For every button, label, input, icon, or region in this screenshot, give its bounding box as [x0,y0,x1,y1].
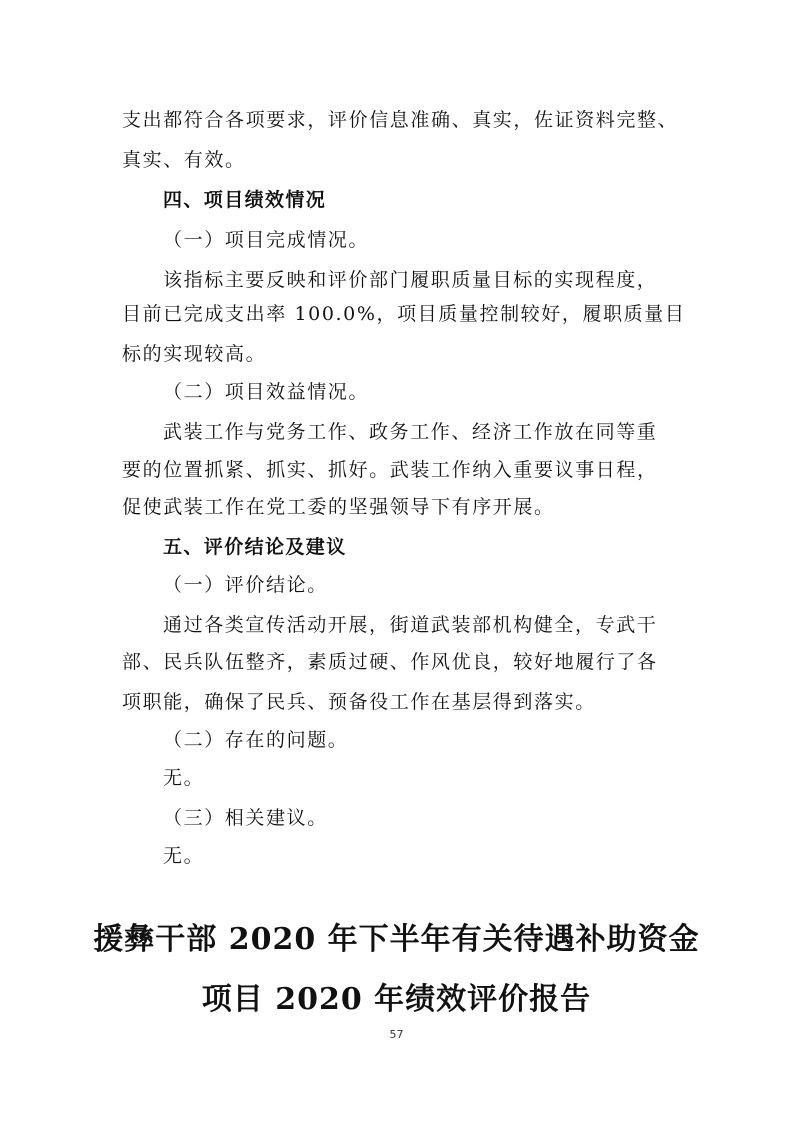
paragraph-line: 真实、有效。 [122,149,246,171]
paragraph-line: 促使武装工作在党工委的坚强领导下有序开展。 [122,496,555,518]
subsection-heading: （二）存在的问题。 [163,729,349,751]
paragraph-line: 支出都符合各项要求，评价信息准确、真实，佐证资料完整、 [122,109,679,131]
page-number: 57 [389,1028,404,1041]
paragraph-line: 无。 [163,767,205,789]
subsection-heading: （一）项目完成情况。 [163,229,370,251]
section-heading-conclusion: 五、评价结论及建议 [163,536,347,558]
paragraph-line: 项职能，确保了民兵、预备役工作在基层得到落实。 [122,691,596,713]
paragraph-line: 部、民兵队伍整齐，素质过硬、作风优良，较好地履行了各 [122,651,658,673]
paragraph-line: 该指标主要反映和评价部门履职质量目标的实现程度， [163,269,658,291]
paragraph-line: 通过各类宣传活动开展，街道武装部机构健全，专武干 [163,614,658,636]
paragraph-line: 武装工作与党务工作、政务工作、经济工作放在同等重 [163,421,658,443]
paragraph-line: 目前已完成支出率 100.0%，项目质量控制较好，履职质量目 [122,303,686,325]
paragraph-line: 标的实现较高。 [122,343,267,365]
subsection-heading: （三）相关建议。 [163,807,328,829]
section-heading-performance: 四、项目绩效情况 [163,189,327,211]
subsection-heading: （二）项目效益情况。 [163,381,370,403]
report-title-line: 援彝干部 2020 年下半年有关待遇补助资金 [93,922,700,957]
paragraph-line: 无。 [163,845,205,867]
report-title-line: 项目 2020 年绩效评价报告 [201,982,592,1017]
paragraph-line: 要的位置抓紧、抓实、抓好。武装工作纳入重要议事日程， [122,459,658,481]
subsection-heading: （一）评价结论。 [163,574,328,596]
